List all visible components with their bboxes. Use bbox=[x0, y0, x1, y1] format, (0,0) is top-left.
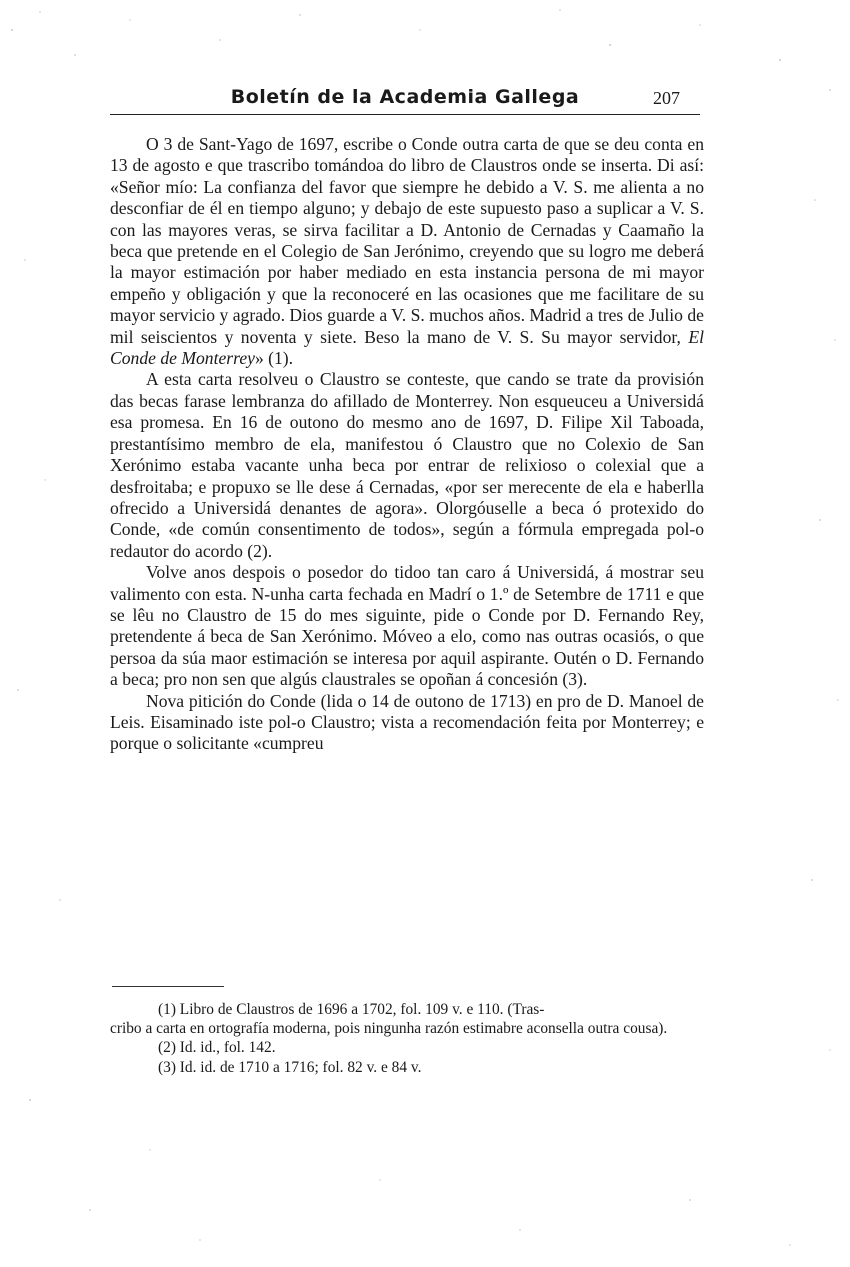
running-title: Boletín de la Academia Gallega bbox=[230, 86, 580, 108]
footnote-2: (2) Id. id., fol. 142. bbox=[158, 1039, 276, 1057]
body-text bbox=[110, 134, 704, 755]
footnote-1-line-2: cribo a carta en ortografía moderna, pois ningunha razón estimabre aconsella outra cousa). bbox=[110, 1020, 668, 1038]
paragraph-4: Nova pitición do Conde (lida o 14 de outono de 1713) en pro de D. Manoel de Leis. Eisaminado iste pol-o Claustro; vista a recomendación feita por Monterrey; e porque o solicitante «cumpreu bbox=[110, 690, 704, 754]
paragraph-1-text: O 3 de Sant-Yago de 1697, escribe o Conde outra carta de que se deu conta en 13 de agosto e que trascribo tomándoa do libro de Claustros onde se inserta. Di así: «Señor mío: La confianza del favor que siempre he debido a V. S. me alienta a no desconfiar de él en tiempo alguno; y debajo de este supuesto paso a suplicar a V. S. con las mayores veras, se sirva facilitar a D. Antonio de Cernadas y Caamaño la beca que pretende en el Colegio de San Jerónimo, creyendo que su logro me deberá la mayor estimación por haber mediado en esta instancia persona de mi mayor empeño y obligación y que la reconoceré en las ocasiones que me facilitare de su mayor servicio y agrado. Dios guarde a V. S. muchos años. Madrid a tres de Julio de mil seiscientos y noventa y siete. Beso la mano de V. S. Su mayor servidor, bbox=[110, 134, 704, 347]
page-header bbox=[110, 84, 700, 115]
footnotes bbox=[110, 1000, 704, 1077]
letter-signature: El Conde de Monterrey bbox=[110, 326, 704, 369]
footnote-1-line-1: (1) Libro de Claustros de 1696 a 1702, fol. 109 v. e 110. (Tras- bbox=[158, 1001, 545, 1018]
paragraph-2: A esta carta resolveu o Claustro se conteste, que cando se trate da provisión das becas farase lembranza do afillado de Monterrey. Non esqueuceu a Universidá esa promesa. En 16 de outono do mesmo ano de 1697, D. Filipe Xil Taboada, prestantísimo membro de ela, manifestou ó Claustro que no Colexio de San Xerónimo estaba vacante unha beca por entrar de relixioso o colexial que a desfroitaba; e propuxo se lle dese á Cernadas, «por ser merecente de ela e haberlla ofrecido a Universidá denantes de agora». Olorgóuselle a beca ó protexido do Conde, «de común consentimento de todos», según a fórmula empregada pol-o redautor do acordo (2). bbox=[110, 369, 704, 561]
footnote-3: (3) Id. id. de 1710 a 1716; fol. 82 v. e 84 v. bbox=[158, 1058, 422, 1076]
paragraph-1-end: » (1). bbox=[254, 348, 294, 369]
paragraph-1 bbox=[110, 134, 704, 369]
paragraph-3: Volve anos despois o posedor do tidoo tan caro á Universidá, á mostrar seu valimento con esta. N-unha carta fechada en Madrí o 1.º de Setembre de 1711 e que se lêu no Claustro de 15 do mes siguinte, pide o Conde por D. Fernando Rey, pretendente á beca de San Xerónimo. Móveo a elo, como nas outras ocasiós, o que persoa da súa maor estimación se interesa por aquil aspirante. Outén o D. Fernando a beca; pro non sen que algús claustrales se opoñan á concesión (3). bbox=[110, 562, 704, 690]
footnote-rule bbox=[112, 986, 224, 987]
page-number: 207 bbox=[653, 88, 680, 108]
